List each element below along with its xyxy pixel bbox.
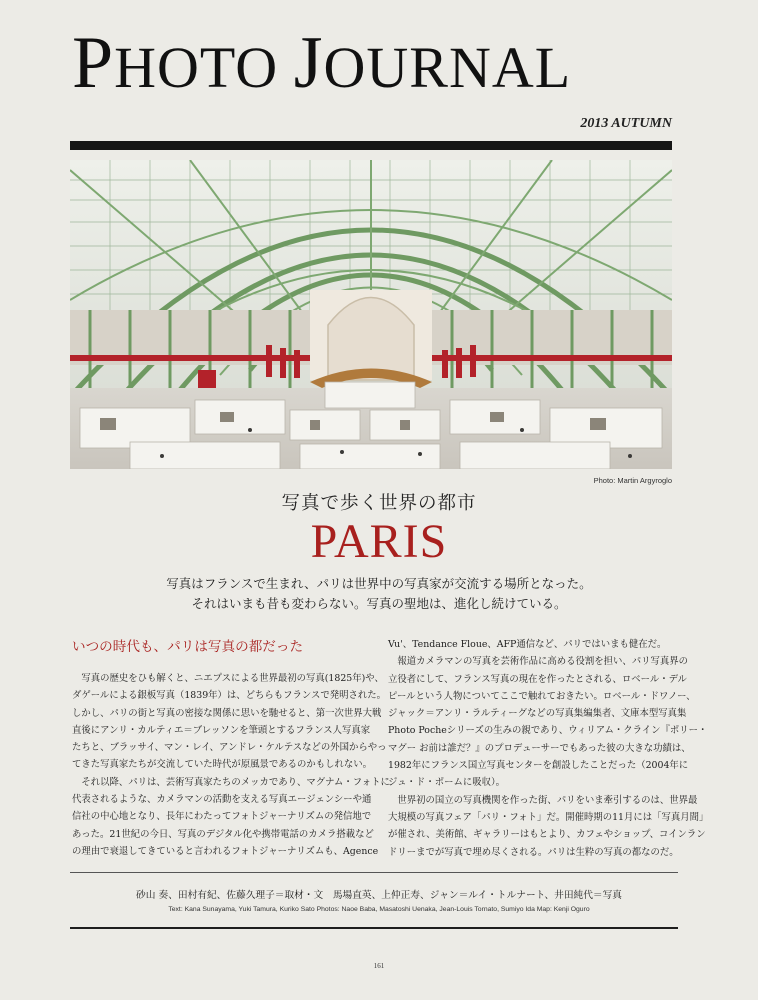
body-line: が催され、美術館、ギャラリーはもとより、カフェやショップ、コインラン — [388, 829, 706, 841]
body-line: それ以降、パリは、芸術写真家たちのメッカであり、マグナム・フォトに — [72, 776, 390, 788]
body-line: 1982年にフランス国立写真センターを創設したことだった（2004年に — [388, 760, 689, 772]
body-line: たちと、ブラッサイ、マン・レイ、アンドレ・ケルテスなどの外国からやっ — [72, 742, 387, 754]
feature-lead — [0, 574, 758, 614]
grand-palais-photo — [70, 160, 672, 469]
body-line: ジュ・ド・ポームに吸収）。 — [388, 777, 505, 789]
body-line: ジャック＝アンリ・ラルティーグなどの写真集編集者、文庫本型写真集 — [388, 708, 687, 720]
feature-city-title: PARIS — [310, 515, 448, 568]
masthead-title — [72, 22, 672, 105]
body-line: 立役者にして、フランス写真の現在を作ったとされる、ロベール・デル — [388, 673, 687, 685]
masthead-initial-j: J — [293, 22, 324, 104]
body-line: 大規模の写真フェア「パリ・フォト」だ。開催時期の11月には「写真月間」 — [388, 811, 709, 823]
body-line: 直後にアンリ・カルティエ＝ブレッソンを筆頭とするフランス人写真家 — [72, 724, 371, 736]
feature-kicker: 写真で歩く世界の都市 — [281, 493, 477, 514]
masthead-word-journal: OURNAL — [323, 35, 572, 100]
issue-label: 2013 AUTUMN — [580, 116, 672, 131]
body-line: ドリーまでが写真で埋め尽くされる。パリは生粋の写真の都なのだ。 — [388, 846, 679, 858]
body-line: マグー お前は誰だ？』のプロデューサーでもあった彼の大きな功績は、 — [388, 742, 691, 754]
masthead-rule — [70, 141, 672, 150]
body-line: 信社の中心地となり、長年にわたってフォトジャーナリズムの発信地で — [72, 811, 372, 823]
body-line: しかし、パリの街と写真の密接な関係に思いを馳せると、第一次世界大戦 — [72, 707, 382, 719]
lead-line-1: 写真はフランスで生まれ、パリは世界中の写真家が交流する場所となった。 — [166, 576, 592, 591]
staff-credits-en: Text: Kana Sunayama, Yuki Tamura, Kuriko Sato Photos: Naoe Baba, Masatoshi Uenaka, Jean-Louis Tornato, Sumiyo Ida Map: Kenji Oguro — [168, 906, 590, 913]
lead-line-2: それはいまも昔も変わらない。写真の聖地は、進化し続けている。 — [191, 596, 567, 611]
body-line: 代表されるような、カメラマンの活動を支える写真エージェンシーや通 — [72, 794, 372, 806]
body-line: の理由で衰退してきていると言われるフォトジャーナリズムも、Agence — [72, 845, 379, 857]
staff-rule-top — [70, 872, 678, 873]
photo-credit: Photo: Martin Argyroglo — [593, 476, 672, 485]
body-line: 報道カメラマンの写真を芸術作品に高める役割を担い、パリ写真界の — [388, 656, 689, 668]
body-line: 世界初の国立の写真機関を作った街、パリをいま牽引するのは、世界最 — [388, 794, 698, 806]
staff-rule-bottom — [70, 927, 678, 929]
body-line: ピールという人物についてここで触れておきたい。ロベール・ドワノー、 — [388, 690, 696, 702]
body-line: てきた写真家たちが交流していた時代が原風景であるのかもしれない。 — [72, 759, 373, 771]
body-line: Photo Pocheシリーズの生みの親であり、ウィリアム・クライン『ポリー・ — [388, 725, 708, 737]
body-line: 写真の歴史をひも解くと、ニエプスによる世界最初の写真(1825年)や、 — [72, 673, 384, 684]
body-line: ダゲールによる銀板写真（1839年）は、どちらもフランスで発明された。 — [72, 690, 387, 702]
body-line: Vu'、Tendance Floue、AFP通信など、パリではいまも健在だ。 — [388, 639, 667, 650]
article-column-left — [72, 636, 390, 860]
masthead-word-photo: HOTO — [114, 35, 279, 100]
article-column-right — [388, 636, 709, 861]
article-heading: いつの時代も、パリは写真の都だった — [72, 639, 304, 655]
body-line: あった。21世紀の今日、写真のデジタル化や携帯電話のカメラ搭載など — [72, 828, 374, 840]
page-number: 161 — [373, 962, 385, 970]
masthead-initial-p: P — [72, 22, 115, 104]
staff-credits-jp: 砂山 奏、田村有紀、佐藤久理子＝取材・文 馬場直英、上仲正寿、ジャン＝ルイ・トルナート、井田純代＝写真 — [136, 890, 622, 901]
